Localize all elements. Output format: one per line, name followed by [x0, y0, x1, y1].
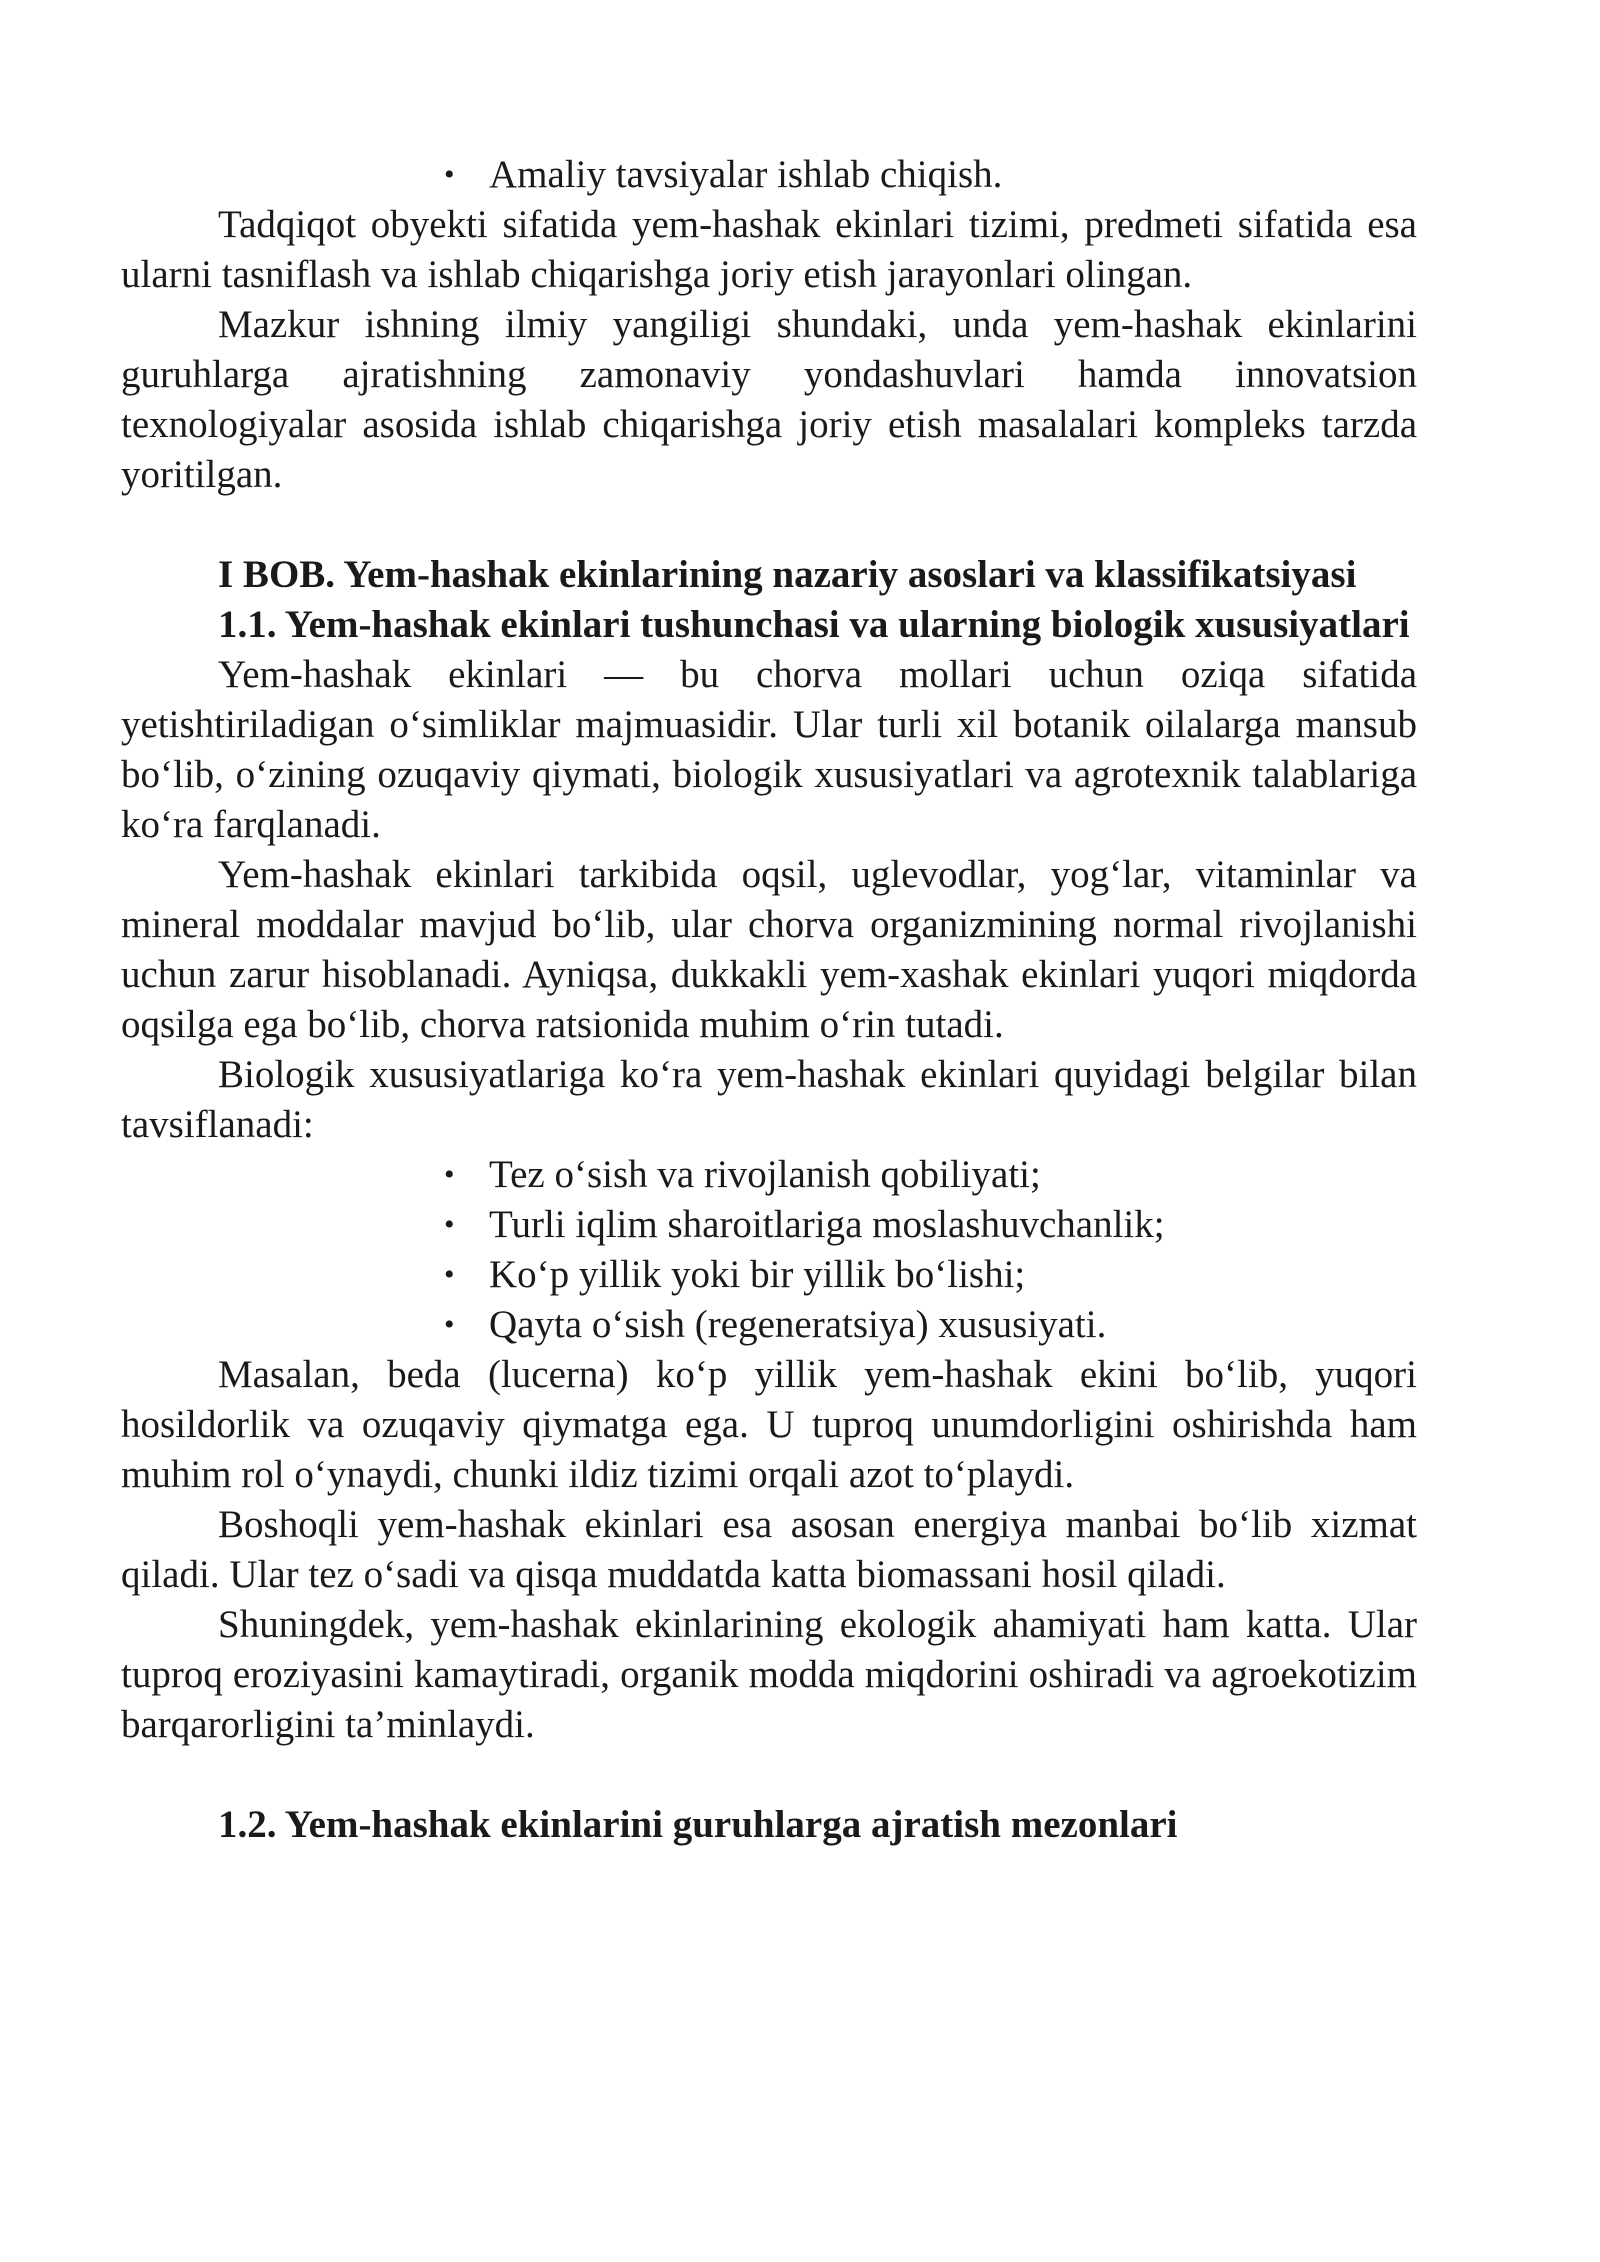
bullet-icon: • [444, 1258, 455, 1291]
paragraph-definition: Yem-hashak ekinlari — bu chorva mollari uchun oziqa sifatida yetishtiriladigan o‘simliklar majmuasidir. Ular turli xil botanik oilalarga mansub bo‘lib, o‘zining ozuqaviy qiymati, biologik xususiyatlari va agrotexnik talablariga ko‘ra farqlanadi. [121, 653, 1417, 846]
bullet-icon: • [444, 1308, 455, 1341]
document-body [121, 150, 1417, 1850]
list-item [442, 1250, 1417, 1300]
list-item-text: Tez o‘sish va rivojlanish qobiliyati; [489, 1153, 1041, 1196]
section-heading-1-2: 1.2. Yem-hashak ekinlarini guruhlarga ajratish mezonlari [218, 1803, 1178, 1846]
spacer [121, 500, 1417, 550]
list-item [442, 1150, 1417, 1200]
list-item [442, 1300, 1417, 1350]
spacer [121, 1750, 1417, 1800]
list-item-text: Amaliy tavsiyalar ishlab chiqish. [489, 153, 1003, 196]
paragraph-biological-intro: Biologik xususiyatlariga ko‘ra yem-hashak ekinlari quyidagi belgilar bilan tavsiflanadi: [121, 1053, 1417, 1146]
section-heading-1-1: 1.1. Yem-hashak ekinlari tushunchasi va ularning biologik xususiyatlari [218, 603, 1410, 646]
paragraph-scientific-novelty: Mazkur ishning ilmiy yangiligi shundaki, unda yem-hashak ekinlarini guruhlarga ajratishning zamonaviy yondashuvlari hamda innovatsion texnologiyalar asosida ishlab chiqarishga joriy etish masalalari kompleks tarzda yoritilgan. [121, 303, 1417, 496]
paragraph-research-object: Tadqiqot obyekti sifatida yem-hashak ekinlari tizimi, predmeti sifatida esa ularni tasniflash va ishlab chiqarishga joriy etish jarayonlari olingan. [121, 203, 1417, 296]
bullet-icon: • [444, 158, 455, 191]
list-item-text: Qayta o‘sish (regeneratsiya) xususiyati. [489, 1303, 1107, 1346]
list-item [442, 1200, 1417, 1250]
list-item-text: Ko‘p yillik yoki bir yillik bo‘lishi; [489, 1253, 1026, 1296]
intro-bullet-list [121, 150, 1417, 200]
biological-traits-list [121, 1150, 1417, 1350]
paragraph-ecological-importance: Shuningdek, yem-hashak ekinlarining ekologik ahamiyati ham katta. Ular tuproq eroziyasini kamaytiradi, organik modda miqdorini oshiradi va agroekotizim barqarorligini ta’minlaydi. [121, 1603, 1417, 1746]
list-item [442, 150, 1417, 200]
bullet-icon: • [444, 1158, 455, 1191]
list-item-text: Turli iqlim sharoitlariga moslashuvchanlik; [489, 1203, 1165, 1246]
chapter-heading: I BOB. Yem-hashak ekinlarining nazariy asoslari va klassifikatsiyasi [218, 553, 1357, 596]
bullet-icon: • [444, 1208, 455, 1241]
paragraph-alfalfa-example: Masalan, beda (lucerna) ko‘p yillik yem-hashak ekini bo‘lib, yuqori hosildorlik va ozuqaviy qiymatga ega. U tuproq unumdorligini oshirishda ham muhim rol o‘ynaydi, chunki ildiz tizimi orqali azot to‘playdi. [121, 1353, 1417, 1496]
paragraph-cereal-forage: Boshoqli yem-hashak ekinlari esa asosan energiya manbai bo‘lib xizmat qiladi. Ular tez o‘sadi va qisqa muddatda katta biomassani hosil qiladi. [121, 1503, 1417, 1596]
paragraph-composition: Yem-hashak ekinlari tarkibida oqsil, uglevodlar, yog‘lar, vitaminlar va mineral moddalar mavjud bo‘lib, ular chorva organizmining normal rivojlanishi uchun zarur hisoblanadi. Ayniqsa, dukkakli yem-xashak ekinlari yuqori miqdorda oqsilga ega bo‘lib, chorva ratsionida muhim o‘rin tutadi. [121, 853, 1417, 1046]
